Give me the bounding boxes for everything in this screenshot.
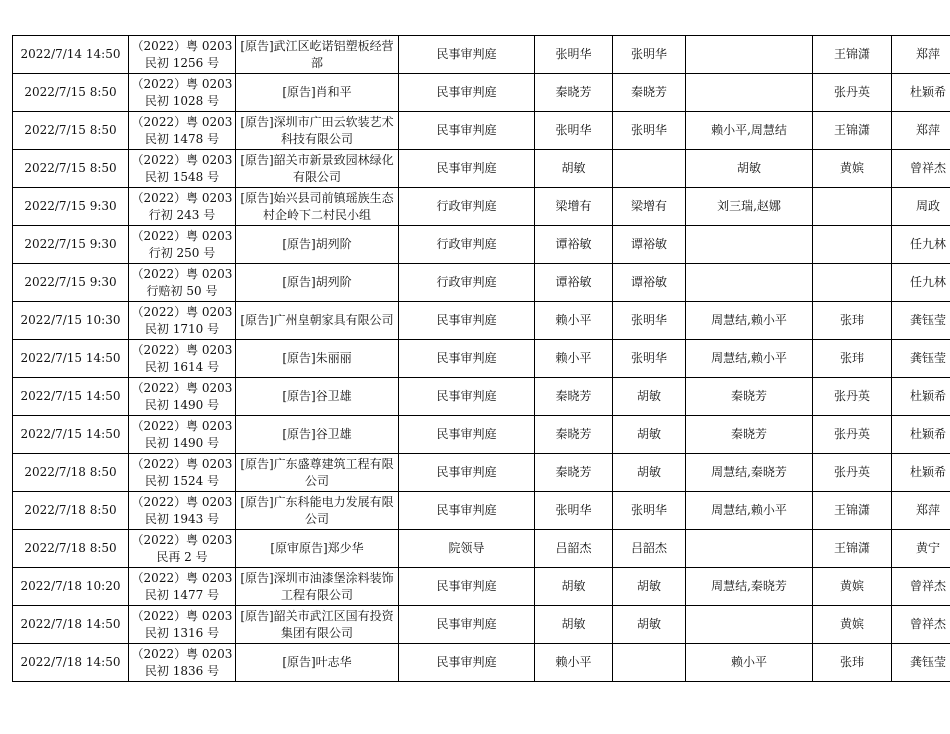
panel-members-cell: 赖小平 — [686, 644, 813, 682]
assistant-cell — [813, 188, 892, 226]
panel-members-cell — [686, 606, 813, 644]
tribunal-cell: 民事审判庭 — [399, 74, 535, 112]
judge-cell: 赖小平 — [535, 340, 613, 378]
panel-members-cell: 赖小平,周慧结 — [686, 112, 813, 150]
hearing-time-cell: 2022/7/15 9:30 — [13, 226, 129, 264]
hearing-time-cell: 2022/7/14 14:50 — [13, 36, 129, 74]
presiding-judge-cell — [613, 644, 686, 682]
tribunal-cell: 民事审判庭 — [399, 568, 535, 606]
tribunal-cell: 民事审判庭 — [399, 644, 535, 682]
assistant-cell: 张丹英 — [813, 454, 892, 492]
hearing-time-cell: 2022/7/18 14:50 — [13, 644, 129, 682]
assistant-cell: 张玮 — [813, 302, 892, 340]
judge-cell: 赖小平 — [535, 302, 613, 340]
panel-members-cell: 周慧结,秦晓芳 — [686, 568, 813, 606]
panel-members-cell: 胡敏 — [686, 150, 813, 188]
panel-members-cell — [686, 36, 813, 74]
clerk-cell: 杜颖希 — [892, 74, 950, 112]
hearing-time-cell: 2022/7/15 10:30 — [13, 302, 129, 340]
assistant-cell: 张玮 — [813, 644, 892, 682]
clerk-cell: 郑萍 — [892, 112, 950, 150]
presiding-judge-cell: 谭裕敏 — [613, 226, 686, 264]
party-cell: [原告]胡列阶 — [236, 226, 399, 264]
assistant-cell: 黄嫔 — [813, 568, 892, 606]
panel-members-cell — [686, 264, 813, 302]
clerk-cell: 周政 — [892, 188, 950, 226]
assistant-cell: 张丹英 — [813, 416, 892, 454]
tribunal-cell: 民事审判庭 — [399, 36, 535, 74]
tribunal-cell: 民事审判庭 — [399, 492, 535, 530]
case-number-cell: （2022）粤 0203 民初 1256 号 — [129, 36, 236, 74]
assistant-cell: 王锦潇 — [813, 492, 892, 530]
hearing-time-cell: 2022/7/15 8:50 — [13, 74, 129, 112]
presiding-judge-cell: 梁增有 — [613, 188, 686, 226]
tribunal-cell: 民事审判庭 — [399, 416, 535, 454]
presiding-judge-cell: 张明华 — [613, 492, 686, 530]
hearing-time-cell: 2022/7/15 8:50 — [13, 150, 129, 188]
assistant-cell: 黄嫔 — [813, 606, 892, 644]
case-number-cell: （2022）粤 0203 民初 1710 号 — [129, 302, 236, 340]
case-number-cell: （2022）粤 0203 行初 243 号 — [129, 188, 236, 226]
hearing-time-cell: 2022/7/15 8:50 — [13, 112, 129, 150]
assistant-cell: 张丹英 — [813, 378, 892, 416]
judge-cell: 张明华 — [535, 492, 613, 530]
table-row — [13, 378, 950, 416]
tribunal-cell: 民事审判庭 — [399, 378, 535, 416]
assistant-cell: 张玮 — [813, 340, 892, 378]
table-row — [13, 36, 950, 74]
hearing-time-cell: 2022/7/15 14:50 — [13, 340, 129, 378]
hearing-time-cell: 2022/7/18 14:50 — [13, 606, 129, 644]
hearing-time-cell: 2022/7/15 14:50 — [13, 416, 129, 454]
presiding-judge-cell: 张明华 — [613, 340, 686, 378]
party-cell: [原告]谷卫雄 — [236, 378, 399, 416]
panel-members-cell: 周慧结,赖小平 — [686, 340, 813, 378]
clerk-cell: 龚钰莹 — [892, 644, 950, 682]
case-number-cell: （2022）粤 0203 民初 1477 号 — [129, 568, 236, 606]
table-row — [13, 340, 950, 378]
hearing-time-cell: 2022/7/18 8:50 — [13, 492, 129, 530]
party-cell: [原告]始兴县司前镇瑶族生态村企岭下二村民小组 — [236, 188, 399, 226]
clerk-cell: 杜颖希 — [892, 378, 950, 416]
clerk-cell: 郑萍 — [892, 492, 950, 530]
party-cell: [原告]广东盛尊建筑工程有限公司 — [236, 454, 399, 492]
panel-members-cell: 周慧结,赖小平 — [686, 302, 813, 340]
case-number-cell: （2022）粤 0203 行赔初 50 号 — [129, 264, 236, 302]
assistant-cell — [813, 264, 892, 302]
judge-cell: 秦晓芳 — [535, 416, 613, 454]
presiding-judge-cell: 谭裕敏 — [613, 264, 686, 302]
case-number-cell: （2022）粤 0203 民初 1943 号 — [129, 492, 236, 530]
party-cell: [原告]深圳市广田云软装艺术科技有限公司 — [236, 112, 399, 150]
tribunal-cell: 民事审判庭 — [399, 606, 535, 644]
panel-members-cell — [686, 530, 813, 568]
panel-members-cell: 周慧结,秦晓芳 — [686, 454, 813, 492]
judge-cell: 张明华 — [535, 112, 613, 150]
judge-cell: 秦晓芳 — [535, 378, 613, 416]
party-cell: [原告]谷卫雄 — [236, 416, 399, 454]
tribunal-cell: 行政审判庭 — [399, 264, 535, 302]
party-cell: [原告]韶关市新景致园林绿化有限公司 — [236, 150, 399, 188]
clerk-cell: 任九林 — [892, 226, 950, 264]
schedule-body — [13, 36, 950, 682]
table-row — [13, 644, 950, 682]
table-row — [13, 606, 950, 644]
hearing-time-cell: 2022/7/15 9:30 — [13, 188, 129, 226]
assistant-cell — [813, 226, 892, 264]
party-cell: [原告]肖和平 — [236, 74, 399, 112]
assistant-cell: 黄嫔 — [813, 150, 892, 188]
judge-cell: 谭裕敏 — [535, 226, 613, 264]
table-row — [13, 568, 950, 606]
table-row — [13, 226, 950, 264]
tribunal-cell: 行政审判庭 — [399, 188, 535, 226]
presiding-judge-cell: 胡敏 — [613, 416, 686, 454]
judge-cell: 张明华 — [535, 36, 613, 74]
tribunal-cell: 民事审判庭 — [399, 112, 535, 150]
party-cell: [原告]深圳市油漆堡涂料装饰工程有限公司 — [236, 568, 399, 606]
case-number-cell: （2022）粤 0203 民初 1490 号 — [129, 378, 236, 416]
judge-cell: 谭裕敏 — [535, 264, 613, 302]
clerk-cell: 曾祥杰 — [892, 606, 950, 644]
judge-cell: 秦晓芳 — [535, 74, 613, 112]
hearing-time-cell: 2022/7/18 8:50 — [13, 454, 129, 492]
party-cell: [原审原告]郑少华 — [236, 530, 399, 568]
case-number-cell: （2022）粤 0203 民再 2 号 — [129, 530, 236, 568]
table-row — [13, 112, 950, 150]
judge-cell: 吕韶杰 — [535, 530, 613, 568]
hearing-schedule-table — [12, 35, 950, 682]
table-row — [13, 454, 950, 492]
judge-cell: 梁增有 — [535, 188, 613, 226]
assistant-cell: 王锦潇 — [813, 112, 892, 150]
panel-members-cell: 刘三瑞,赵娜 — [686, 188, 813, 226]
party-cell: [原告]朱丽丽 — [236, 340, 399, 378]
presiding-judge-cell: 张明华 — [613, 302, 686, 340]
presiding-judge-cell: 胡敏 — [613, 568, 686, 606]
clerk-cell: 杜颖希 — [892, 416, 950, 454]
party-cell: [原告]胡列阶 — [236, 264, 399, 302]
hearing-time-cell: 2022/7/15 9:30 — [13, 264, 129, 302]
panel-members-cell: 秦晓芳 — [686, 416, 813, 454]
judge-cell: 胡敏 — [535, 606, 613, 644]
case-number-cell: （2022）粤 0203 民初 1316 号 — [129, 606, 236, 644]
clerk-cell: 龚钰莹 — [892, 340, 950, 378]
presiding-judge-cell: 胡敏 — [613, 454, 686, 492]
table-row — [13, 74, 950, 112]
assistant-cell: 王锦潇 — [813, 530, 892, 568]
presiding-judge-cell: 张明华 — [613, 36, 686, 74]
party-cell: [原告]武江区屹诺铝塑板经营部 — [236, 36, 399, 74]
party-cell: [原告]广州皇朝家具有限公司 — [236, 302, 399, 340]
clerk-cell: 龚钰莹 — [892, 302, 950, 340]
panel-members-cell: 秦晓芳 — [686, 378, 813, 416]
table-row — [13, 492, 950, 530]
presiding-judge-cell: 吕韶杰 — [613, 530, 686, 568]
panel-members-cell: 周慧结,赖小平 — [686, 492, 813, 530]
party-cell: [原告]叶志华 — [236, 644, 399, 682]
table-row — [13, 188, 950, 226]
clerk-cell: 杜颖希 — [892, 454, 950, 492]
presiding-judge-cell — [613, 150, 686, 188]
judge-cell: 秦晓芳 — [535, 454, 613, 492]
clerk-cell: 郑萍 — [892, 36, 950, 74]
party-cell: [原告]广东科能电力发展有限公司 — [236, 492, 399, 530]
table-row — [13, 416, 950, 454]
clerk-cell: 曾祥杰 — [892, 150, 950, 188]
tribunal-cell: 民事审判庭 — [399, 150, 535, 188]
tribunal-cell: 民事审判庭 — [399, 454, 535, 492]
party-cell: [原告]韶关市武江区国有投资集团有限公司 — [236, 606, 399, 644]
tribunal-cell: 民事审判庭 — [399, 302, 535, 340]
clerk-cell: 黄宁 — [892, 530, 950, 568]
hearing-time-cell: 2022/7/15 14:50 — [13, 378, 129, 416]
clerk-cell: 曾祥杰 — [892, 568, 950, 606]
table-row — [13, 302, 950, 340]
presiding-judge-cell: 秦晓芳 — [613, 74, 686, 112]
table-row — [13, 530, 950, 568]
assistant-cell: 张丹英 — [813, 74, 892, 112]
presiding-judge-cell: 胡敏 — [613, 378, 686, 416]
case-number-cell: （2022）粤 0203 民初 1524 号 — [129, 454, 236, 492]
tribunal-cell: 院领导 — [399, 530, 535, 568]
case-number-cell: （2022）粤 0203 民初 1836 号 — [129, 644, 236, 682]
assistant-cell: 王锦潇 — [813, 36, 892, 74]
judge-cell: 胡敏 — [535, 150, 613, 188]
panel-members-cell — [686, 74, 813, 112]
case-number-cell: （2022）粤 0203 民初 1548 号 — [129, 150, 236, 188]
case-number-cell: （2022）粤 0203 行初 250 号 — [129, 226, 236, 264]
presiding-judge-cell: 张明华 — [613, 112, 686, 150]
tribunal-cell: 民事审判庭 — [399, 340, 535, 378]
tribunal-cell: 行政审判庭 — [399, 226, 535, 264]
judge-cell: 赖小平 — [535, 644, 613, 682]
case-number-cell: （2022）粤 0203 民初 1028 号 — [129, 74, 236, 112]
hearing-time-cell: 2022/7/18 8:50 — [13, 530, 129, 568]
presiding-judge-cell: 胡敏 — [613, 606, 686, 644]
clerk-cell: 任九林 — [892, 264, 950, 302]
judge-cell: 胡敏 — [535, 568, 613, 606]
case-number-cell: （2022）粤 0203 民初 1614 号 — [129, 340, 236, 378]
panel-members-cell — [686, 226, 813, 264]
table-row — [13, 264, 950, 302]
case-number-cell: （2022）粤 0203 民初 1478 号 — [129, 112, 236, 150]
case-number-cell: （2022）粤 0203 民初 1490 号 — [129, 416, 236, 454]
table-row — [13, 150, 950, 188]
hearing-time-cell: 2022/7/18 10:20 — [13, 568, 129, 606]
